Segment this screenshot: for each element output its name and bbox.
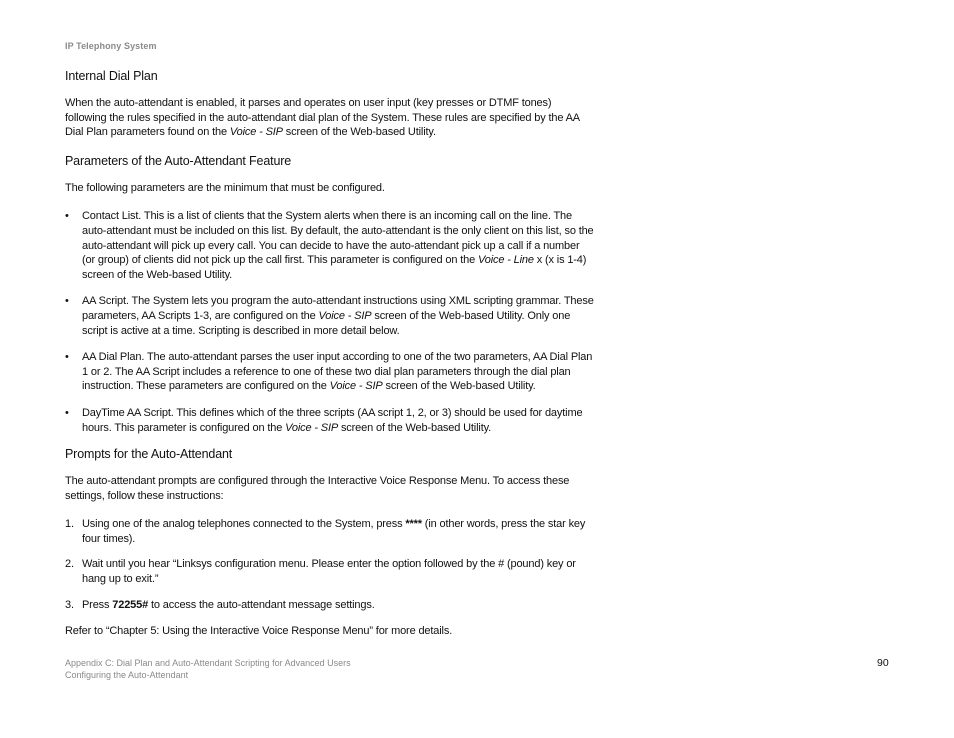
key-sequence: 72255# [112,598,149,611]
bullet-marker: • [65,351,69,364]
ui-reference: Voice - Line [477,254,534,267]
heading-prompts: Prompts for the Auto-Attendant [65,447,233,462]
running-header: IP Telephony System [65,41,157,51]
list-item: • AA Script. The System lets you program the auto-attendant instructions using XML scripting grammar. These parameters, AA Scripts 1-3, are configured on the Voice - SIP screen of the Web-based Utility. Only one script is active at a time. Scripting is described in more detail below. [65,295,594,337]
step-number: 3. [65,598,74,611]
paragraph-prompts-intro: The auto-attendant prompts are configured through the Interactive Voice Response Menu. To access these settings, follow these instructions: [65,475,570,502]
footer [65,657,351,681]
bullet-marker: • [65,406,69,419]
list-item: • DayTime AA Script. This defines which of the three scripts (AA script 1, 2, or 3) should be used for daytime hours. This parameter is configured on the Voice - SIP screen of the Web-based Utility. [65,406,583,434]
heading-internal-dial-plan: Internal Dial Plan [65,69,158,83]
step-number: 1. [65,518,74,531]
paragraph-refer: Refer to “Chapter 5: Using the Interactive Voice Response Menu” for more details. [65,625,453,638]
bullet-marker: • [65,210,69,223]
page-number: 90 [877,657,889,669]
steps-list [65,517,595,612]
list-item: 2. Wait until you hear “Linksys configuration menu. Please enter the option followed by the # (pound) key or hang up to exit.” [65,558,576,586]
ui-reference: Voice - SIP [329,380,383,393]
ui-reference: Voice - SIP [229,126,283,139]
footer-section-title: Configuring the Auto-Attendant [65,670,189,680]
ui-reference: Voice - SIP [318,309,372,322]
list-item: 1. Using one of the analog telephones connected to the System, press **** (in other words, press the star key four times). [65,518,586,545]
list-item: • AA Dial Plan. The auto-attendant parses the user input according to one of the two parameters, AA Dial Plan 1 or 2. The AA Script includes a reference to one of these two dial plan parameters through the dial plan instruction. These parameters are configured on the Voice - SIP screen of the Web-based Utility. [65,351,593,393]
key-sequence: **** [405,518,422,531]
ui-reference: Voice - SIP [285,421,339,434]
paragraph-parameters-intro: The following parameters are the minimum that must be configured. [65,181,385,194]
page-content [65,69,595,653]
step-number: 2. [65,558,74,571]
parameters-list [65,209,595,435]
paragraph-internal-dial-plan: When the auto-attendant is enabled, it parses and operates on user input (key presses or DTMF tones) following the rules specified in the auto-attendant dial plan of the System. These rules are specified by the AA Dial Plan parameters found on the Voice - SIP screen of the Web-based Utility. [65,97,580,139]
bullet-marker: • [65,295,69,308]
list-item: • Contact List. This is a list of clients that the System alerts when there is an incoming call on the line. The auto-attendant must be included on this list. By default, the auto-attendant is the only client on this list, so the auto-attendant will pick up every call. You can decide to have the auto-attendant pick up a call if a number (or group) of clients did not pick up the call first. This parameter is configured on the Voice - Line x (x is 1-4) screen of the Web-based Utility. [65,210,594,281]
list-item: 3. Press 72255# to access the auto-attendant message settings. [65,598,375,611]
footer-appendix-title: Appendix C: Dial Plan and Auto-Attendant Scripting for Advanced Users [65,658,351,668]
heading-parameters: Parameters of the Auto-Attendant Feature [65,153,292,168]
